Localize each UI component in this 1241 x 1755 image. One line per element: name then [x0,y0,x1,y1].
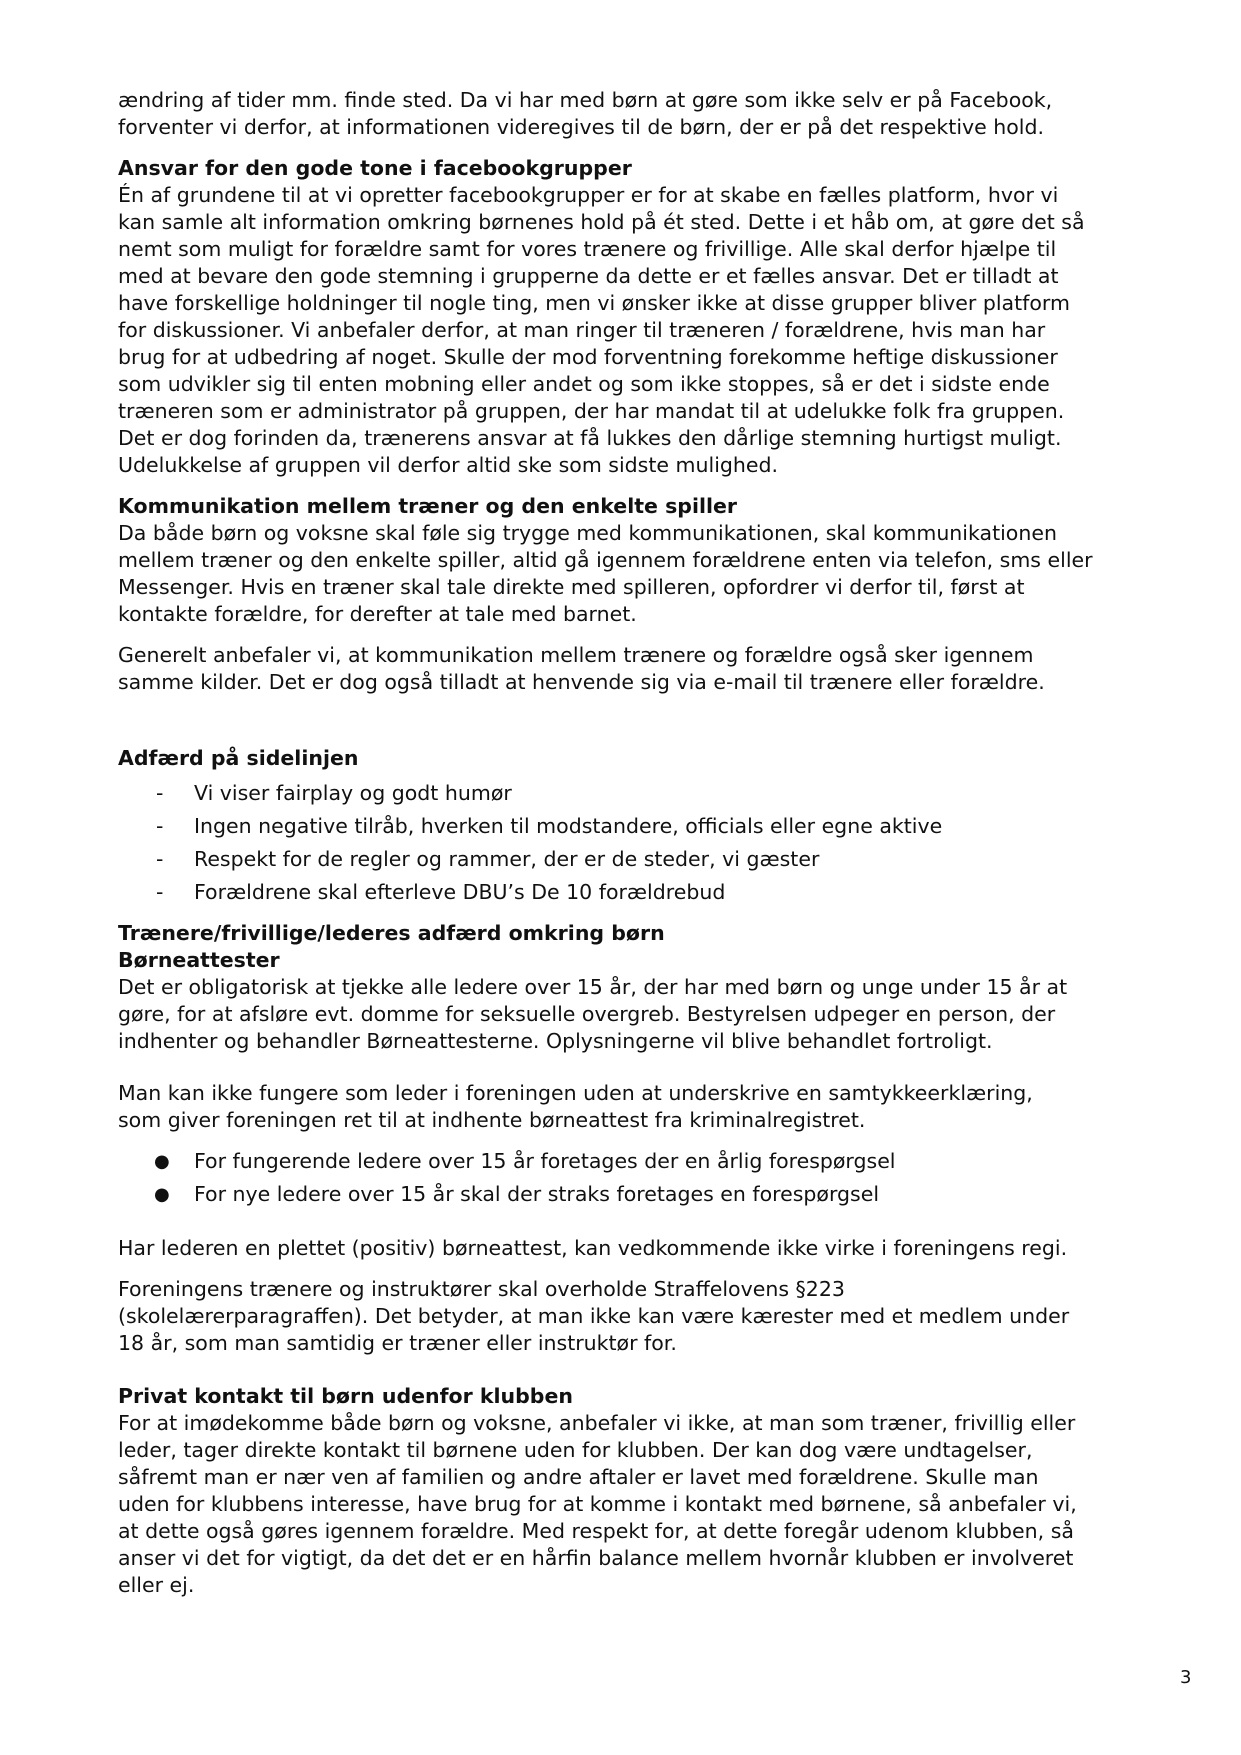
text-line: Udelukkelse af gruppen vil derfor altid ske som sidste mulighed. [118,453,779,477]
list-item-text: Vi viser fairplay og godt humør [194,781,512,805]
criminal-code-paragraph [118,1276,1138,1357]
text-line: have forskellige holdninger til nogle ting, men vi ønsker ikke at disse grupper bliver platform [118,291,1070,315]
text-line: Man kan ikke fungere som leder i foreningen uden at underskrive en samtykkeerklæring, [118,1081,1033,1105]
spacer [118,1069,1138,1080]
bullet-marker: ● [154,1184,170,1205]
section-heading: Kommunikation mellem træner og den enkelte spiller [118,494,738,518]
text-line: nemt som muligt for forældre samt for vores trænere og frivillige. Alle skal derfor hjælpe til [118,237,1057,261]
text-line: kontakte forældre, for derefter at tale med barnet. [118,602,637,626]
text-line: anser vi det for vigtigt, da det det er en hårfin balance mellem hvornår klubben er involveret [118,1546,1074,1570]
list-item [118,846,1138,879]
conduct-headings [118,920,1138,974]
text-line: såfremt man er nær ven af familien og andre aftaler er lavet med forældrene. Skulle man [118,1465,1039,1489]
text-line: Generelt anbefaler vi, at kommunikation mellem trænere og forældre også sker igennem [118,643,1034,667]
text-line: 18 år, som man samtidig er træner eller instruktør for. [118,1331,677,1355]
text-line: forventer vi derfor, at informationen videregives til de børn, der er på det respektive hold. [118,115,1045,139]
section-heading: Privat kontakt til børn udenfor klubben [118,1384,573,1408]
text-line: indhenter og behandler Børneattesterne. Oplysningerne vil blive behandlet fortroligt. [118,1029,993,1053]
text-line: uden for klubbens interesse, have brug for at komme i kontakt med børnene, så anbefaler vi, [118,1492,1077,1516]
bullet-marker: ● [154,1151,170,1172]
list-item-text: Forældrene skal efterleve DBU’s De 10 forældrebud [194,880,726,904]
text-line: med at bevare den gode stemning i grupperne da dette er et fælles ansvar. Det er tilladt at [118,264,1059,288]
text-line: gøre, for at afsløre evt. domme for seksuelle overgreb. Bestyrelsen udpeger en person, der [118,1002,1056,1026]
certificate-bullet-list [118,1148,1138,1208]
text-line: for diskussioner. Vi anbefaler derfor, at man ringer til træneren / forældrene, hvis man har [118,318,1046,342]
text-line: ændring af tider mm. finde sted. Da vi har med børn at gøre som ikke selv er på Facebook, [118,88,1053,112]
facebook-tone-section [118,155,1138,479]
page-number: 3 [1180,1667,1192,1688]
list-item-text: For nye ledere over 15 år skal der straks foretages en forespørgsel [194,1182,880,1206]
text-line: Det er obligatorisk at tjekke alle ledere over 15 år, der har med børn og unge under 15 år at [118,975,1068,999]
child-certificate-paragraph [118,974,1138,1055]
list-item [118,1181,1138,1208]
text-line: Det er dog forinden da, trænerens ansvar at få lukkes den dårlige stemning hurtigst muligt. [118,426,1062,450]
text-line: kan samle alt information omkring børnenes hold på ét sted. Dette i et håb om, at gøre det så [118,210,1085,234]
dash-marker: - [156,781,164,805]
text-line: Da både børn og voksne skal føle sig trygge med kommunikationen, skal kommunikationen [118,521,1057,545]
list-item-text: Respekt for de regler og rammer, der er de steder, vi gæster [194,847,820,871]
text-line: leder, tager direkte kontakt til børnene uden for klubben. Der kan dog være undtagelser, [118,1438,1033,1462]
text-line: eller ej. [118,1573,195,1597]
text-line: samme kilder. Det er dog også tilladt at henvende sig via e-mail til trænere eller forældre. [118,670,1045,694]
consent-paragraph [118,1080,1138,1134]
dash-marker: - [156,847,164,871]
list-item [118,780,1138,813]
text-line: Messenger. Hvis en træner skal tale direkte med spilleren, opfordrer vi derfor til, først at [118,575,1025,599]
list-item-text: Ingen negative tilråb, hverken til modstandere, officials eller egne aktive [194,814,943,838]
text-line: For at imødekomme både børn og voksne, anbefaler vi ikke, at man som træner, frivillig eller [118,1411,1076,1435]
section-heading: Ansvar for den gode tone i facebookgrupper [118,156,632,180]
text-line: Har lederen en plettet (positiv) børneattest, kan vedkommende ikke virke i foreningens regi. [118,1236,1068,1260]
positive-certificate-paragraph [118,1235,1138,1262]
spacer [118,710,1138,745]
communication-paragraph-2 [118,642,1138,696]
list-item [118,813,1138,846]
list-item [118,1148,1138,1181]
spacer [118,1222,1138,1235]
text-line: træneren som er administrator på gruppen, der har mandat til at udelukke folk fra gruppen. [118,399,1065,423]
spacer [118,1371,1138,1383]
page-content [118,87,1138,1599]
text-line: som giver foreningen ret til at indhente børneattest fra kriminalregistret. [118,1108,866,1132]
subsection-heading: Børneattester [118,948,280,972]
sideline-list [118,780,1138,906]
list-item-text: For fungerende ledere over 15 år foretages der en årlig forespørgsel [194,1149,896,1173]
dash-marker: - [156,880,164,904]
text-line: Én af grundene til at vi opretter facebookgrupper er for at skabe en fælles platform, hvor vi [118,183,1059,207]
text-line: (skolelærerparagraffen). Det betyder, at man ikke kan være kærester med et medlem under [118,1304,1070,1328]
section-heading: Trænere/frivillige/lederes adfærd omkring børn [118,921,665,945]
text-line: brug for at udbedring af noget. Skulle der mod forventning forekomme heftige diskussioner [118,345,1058,369]
text-line: mellem træner og den enkelte spiller, altid gå igennem forældrene enten via telefon, sms eller [118,548,1093,572]
text-line: at dette også gøres igennem forældre. Med respekt for, at dette foregår udenom klubben, så [118,1519,1074,1543]
communication-section [118,493,1138,628]
dash-marker: - [156,814,164,838]
text-line: som udvikler sig til enten mobning eller andet og som ikke stoppes, så er det i sidste ende [118,372,1050,396]
intro-paragraph [118,87,1138,141]
list-item [118,879,1138,906]
text-line: Foreningens trænere og instruktører skal overholde Straffelovens §223 [118,1277,845,1301]
private-contact-section [118,1383,1138,1599]
section-heading: Adfærd på sidelinjen [118,746,359,770]
